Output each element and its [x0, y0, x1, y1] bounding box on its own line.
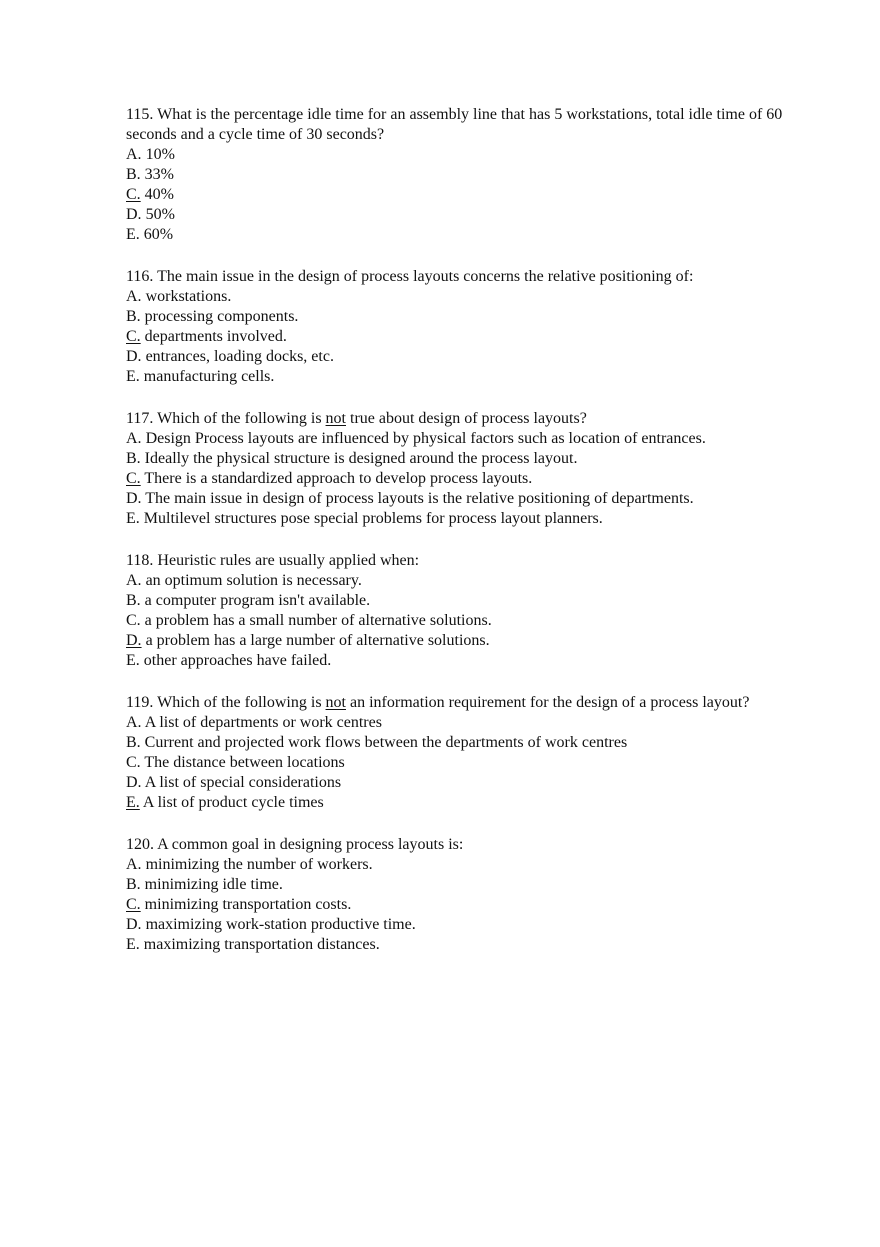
option-a	[126, 429, 786, 449]
option-letter: E.	[126, 936, 140, 953]
option-text: 40%	[144, 186, 174, 203]
option-text: Design Process layouts are influenced by physical factors such as location of entrances.	[145, 430, 706, 447]
answer-marker: C.	[126, 470, 141, 487]
option-text: a problem has a small number of alternative solutions.	[144, 612, 492, 629]
question-stem	[126, 551, 786, 571]
option-letter: D.	[126, 348, 142, 365]
option-letter: C.	[126, 612, 141, 629]
option-letter: B.	[126, 450, 141, 467]
option-e	[126, 367, 786, 387]
option-b	[126, 591, 786, 611]
option-d	[126, 915, 786, 935]
question-list	[126, 105, 786, 977]
option-a	[126, 571, 786, 591]
option-letter: D.	[126, 490, 142, 507]
answer-marker: C.	[126, 896, 141, 913]
option-text: maximizing work-station productive time.	[145, 916, 416, 933]
question-stem	[126, 693, 786, 713]
option-text: departments involved.	[144, 328, 287, 345]
option-text: A list of product cycle times	[142, 794, 324, 811]
option-text: 60%	[143, 226, 174, 243]
option-text: 50%	[145, 206, 175, 223]
question-116	[126, 267, 786, 387]
option-letter: D.	[126, 206, 142, 223]
question-number: 119.	[126, 694, 154, 711]
option-letter: B.	[126, 876, 141, 893]
option-text: Multilevel structures pose special problems for process layout planners.	[143, 510, 603, 527]
option-b	[126, 449, 786, 469]
option-letter: B.	[126, 592, 141, 609]
option-letter: B.	[126, 308, 141, 325]
option-text: maximizing transportation distances.	[143, 936, 380, 953]
question-number: 115.	[126, 106, 154, 123]
question-stem	[126, 409, 786, 429]
option-b	[126, 307, 786, 327]
question-text: Which of the following is	[157, 694, 322, 711]
option-letter: A.	[126, 288, 142, 305]
option-letter: A.	[126, 146, 142, 163]
option-e	[126, 935, 786, 955]
option-text: a computer program isn't available.	[144, 592, 371, 609]
question-120	[126, 835, 786, 955]
question-text: Which of the following is	[157, 410, 322, 427]
option-text: other approaches have failed.	[143, 652, 332, 669]
option-b	[126, 165, 786, 185]
answer-marker: C.	[126, 328, 141, 345]
option-text: Current and projected work flows between the departments of work centres	[144, 734, 628, 751]
question-119	[126, 693, 786, 813]
question-stem	[126, 105, 786, 145]
answer-marker: E.	[126, 794, 140, 811]
option-letter: D.	[126, 774, 142, 791]
option-a	[126, 287, 786, 307]
option-e	[126, 509, 786, 529]
option-c-answer	[126, 185, 786, 205]
option-d	[126, 773, 786, 793]
question-number: 120.	[126, 836, 154, 853]
option-b	[126, 733, 786, 753]
emphasis-not: not	[325, 694, 346, 711]
option-a	[126, 713, 786, 733]
option-letter: E.	[126, 652, 140, 669]
option-text: A list of departments or work centres	[144, 714, 382, 731]
option-text: The distance between locations	[144, 754, 345, 771]
question-number: 116.	[126, 268, 154, 285]
question-117	[126, 409, 786, 529]
option-text: manufacturing cells.	[143, 368, 275, 385]
option-letter: E.	[126, 368, 140, 385]
option-d	[126, 347, 786, 367]
option-e-answer	[126, 793, 786, 813]
question-stem	[126, 835, 786, 855]
option-text: minimizing idle time.	[144, 876, 283, 893]
option-letter: E.	[126, 510, 140, 527]
option-d	[126, 489, 786, 509]
question-text: The main issue in the design of process layouts concerns the relative positioning of:	[157, 268, 694, 285]
option-e	[126, 225, 786, 245]
option-text: minimizing the number of workers.	[145, 856, 373, 873]
option-a	[126, 145, 786, 165]
option-d	[126, 205, 786, 225]
option-letter: D.	[126, 916, 142, 933]
option-text: Ideally the physical structure is designed around the process layout.	[144, 450, 578, 467]
option-letter: A.	[126, 572, 142, 589]
option-letter: B.	[126, 166, 141, 183]
option-text: entrances, loading docks, etc.	[145, 348, 334, 365]
option-text: an optimum solution is necessary.	[145, 572, 362, 589]
option-e	[126, 651, 786, 671]
question-text: Heuristic rules are usually applied when:	[157, 552, 420, 569]
option-letter: C.	[126, 754, 141, 771]
option-c	[126, 753, 786, 773]
option-letter: A.	[126, 856, 142, 873]
option-c-answer	[126, 327, 786, 347]
option-letter: A.	[126, 430, 142, 447]
question-text: What is the percentage idle time for an assembly line that has 5 workstations, total idle time of 60 seconds and a cycle time of 30 seconds?	[126, 106, 783, 143]
option-c-answer	[126, 469, 786, 489]
option-letter: A.	[126, 714, 142, 731]
answer-marker: C.	[126, 186, 141, 203]
emphasis-not: not	[325, 410, 346, 427]
option-text: workstations.	[145, 288, 232, 305]
question-text: A common goal in designing process layouts is:	[157, 836, 464, 853]
option-c-answer	[126, 895, 786, 915]
option-text: 10%	[145, 146, 175, 163]
question-text: an information requirement for the design of a process layout?	[350, 694, 750, 711]
question-number: 118.	[126, 552, 154, 569]
question-number: 117.	[126, 410, 154, 427]
option-text: There is a standardized approach to develop process layouts.	[144, 470, 533, 487]
option-text: 33%	[144, 166, 174, 183]
question-118	[126, 551, 786, 671]
option-b	[126, 875, 786, 895]
option-text: A list of special considerations	[144, 774, 342, 791]
question-text: true about design of process layouts?	[350, 410, 587, 427]
option-letter: E.	[126, 226, 140, 243]
answer-marker: D.	[126, 632, 142, 649]
option-text: minimizing transportation costs.	[144, 896, 352, 913]
question-stem	[126, 267, 786, 287]
option-c	[126, 611, 786, 631]
option-text: a problem has a large number of alternative solutions.	[145, 632, 490, 649]
question-115	[126, 105, 786, 245]
option-text: The main issue in design of process layouts is the relative positioning of departments.	[145, 490, 694, 507]
option-text: processing components.	[144, 308, 299, 325]
option-letter: B.	[126, 734, 141, 751]
option-a	[126, 855, 786, 875]
option-d-answer	[126, 631, 786, 651]
